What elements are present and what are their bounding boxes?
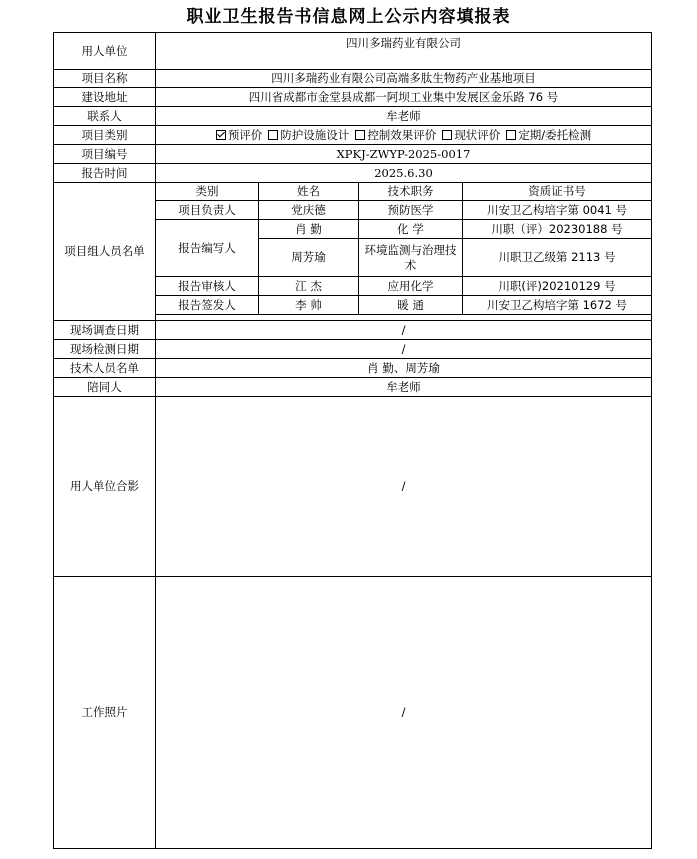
team-role: 项目负责人: [156, 201, 259, 220]
category-option-control-evaluation[interactable]: 控制效果评价: [355, 128, 436, 143]
row-category: [54, 126, 652, 145]
team-role: 报告签发人: [156, 296, 259, 315]
team-role: 报告审核人: [156, 277, 259, 296]
work-photo-value: /: [156, 577, 652, 849]
row-address: [54, 88, 652, 107]
category-option-protection-design[interactable]: 防护设施设计: [268, 128, 349, 143]
row-tech-staff: [54, 359, 652, 378]
row-work-photo: [54, 577, 652, 849]
team-title: 化 学: [359, 220, 463, 239]
employer-value: 四川多瑞药业有限公司: [156, 33, 652, 70]
work-photo-label: 工作照片: [54, 577, 156, 849]
row-contact: [54, 107, 652, 126]
contact-label: 联系人: [54, 107, 156, 126]
category-option-pre-evaluation[interactable]: 预评价: [216, 128, 263, 143]
team-name: 李 帅: [259, 296, 359, 315]
team-label: 项目组人员名单: [54, 183, 156, 321]
row-project-no: [54, 145, 652, 164]
team-name: 肖 勤: [259, 220, 359, 239]
employer-photo-value: /: [156, 397, 652, 577]
tech-staff-value: 肖 勤、周芳瑜: [156, 359, 652, 378]
team-role: 报告编写人: [156, 220, 259, 277]
address-label: 建设地址: [54, 88, 156, 107]
row-employer-photo: [54, 397, 652, 577]
team-cert: 川职（评）20230188 号: [463, 220, 652, 239]
team-header-cert: 资质证书号: [463, 183, 652, 201]
team-cert: 川职卫乙级第 2113 号: [463, 239, 652, 277]
report-date-value: 2025.6.30: [156, 164, 652, 183]
row-detection-date: [54, 340, 652, 359]
detection-date-value: /: [156, 340, 652, 359]
project-name-value: 四川多瑞药业有限公司高端多肽生物药产业基地项目: [156, 70, 652, 88]
report-date-label: 报告时间: [54, 164, 156, 183]
companion-label: 陪同人: [54, 378, 156, 397]
row-survey-date: [54, 321, 652, 340]
employer-photo-label: 用人单位合影: [54, 397, 156, 577]
form-title: 职业卫生报告书信息网上公示内容填报表: [186, 7, 511, 27]
project-no-value: XPKJ-ZWYP-2025-0017: [156, 145, 652, 164]
disclosure-form-table: [53, 32, 652, 849]
team-title: 环境监测与治理技术: [359, 239, 463, 277]
checkbox-icon-periodic-detection: [506, 130, 516, 140]
team-name: 周芳瑜: [259, 239, 359, 277]
survey-date-label: 现场调查日期: [54, 321, 156, 340]
team-name: 党庆德: [259, 201, 359, 220]
team-header-name: 姓名: [259, 183, 359, 201]
row-report-date: [54, 164, 652, 183]
employer-label: 用人单位: [54, 33, 156, 70]
tech-staff-label: 技术人员名单: [54, 359, 156, 378]
project-name-label: 项目名称: [54, 70, 156, 88]
address-value: 四川省成都市金堂县成都一阿坝工业集中发展区金乐路 76 号: [156, 88, 652, 107]
row-companion: [54, 378, 652, 397]
team-cert: 川安卫乙构培字第 1672 号: [463, 296, 652, 315]
project-no-label: 项目编号: [54, 145, 156, 164]
survey-date-value: /: [156, 321, 652, 340]
team-header-title: 技术职务: [359, 183, 463, 201]
team-cert: 川职(评)20210129 号: [463, 277, 652, 296]
category-option-status-evaluation[interactable]: 现状评价: [442, 128, 500, 143]
category-label: 项目类别: [54, 126, 156, 145]
team-header-role: 类别: [156, 183, 259, 201]
row-project-name: [54, 70, 652, 88]
checkbox-icon-protection-design: [268, 130, 278, 140]
team-title: 暖 通: [359, 296, 463, 315]
team-title: 应用化学: [359, 277, 463, 296]
detection-date-label: 现场检测日期: [54, 340, 156, 359]
checkbox-icon-status-evaluation: [442, 130, 452, 140]
team-header-row: [54, 183, 652, 201]
category-options: [156, 126, 652, 145]
checkbox-icon-pre-evaluation: [216, 130, 226, 140]
row-employer: [54, 33, 652, 70]
team-title: 预防医学: [359, 201, 463, 220]
companion-value: 牟老师: [156, 378, 652, 397]
category-option-periodic-detection[interactable]: 定期/委托检测: [506, 128, 591, 143]
team-name: 江 杰: [259, 277, 359, 296]
team-cert: 川安卫乙构培字第 0041 号: [463, 201, 652, 220]
contact-value: 牟老师: [156, 107, 652, 126]
checkbox-icon-control-evaluation: [355, 130, 365, 140]
